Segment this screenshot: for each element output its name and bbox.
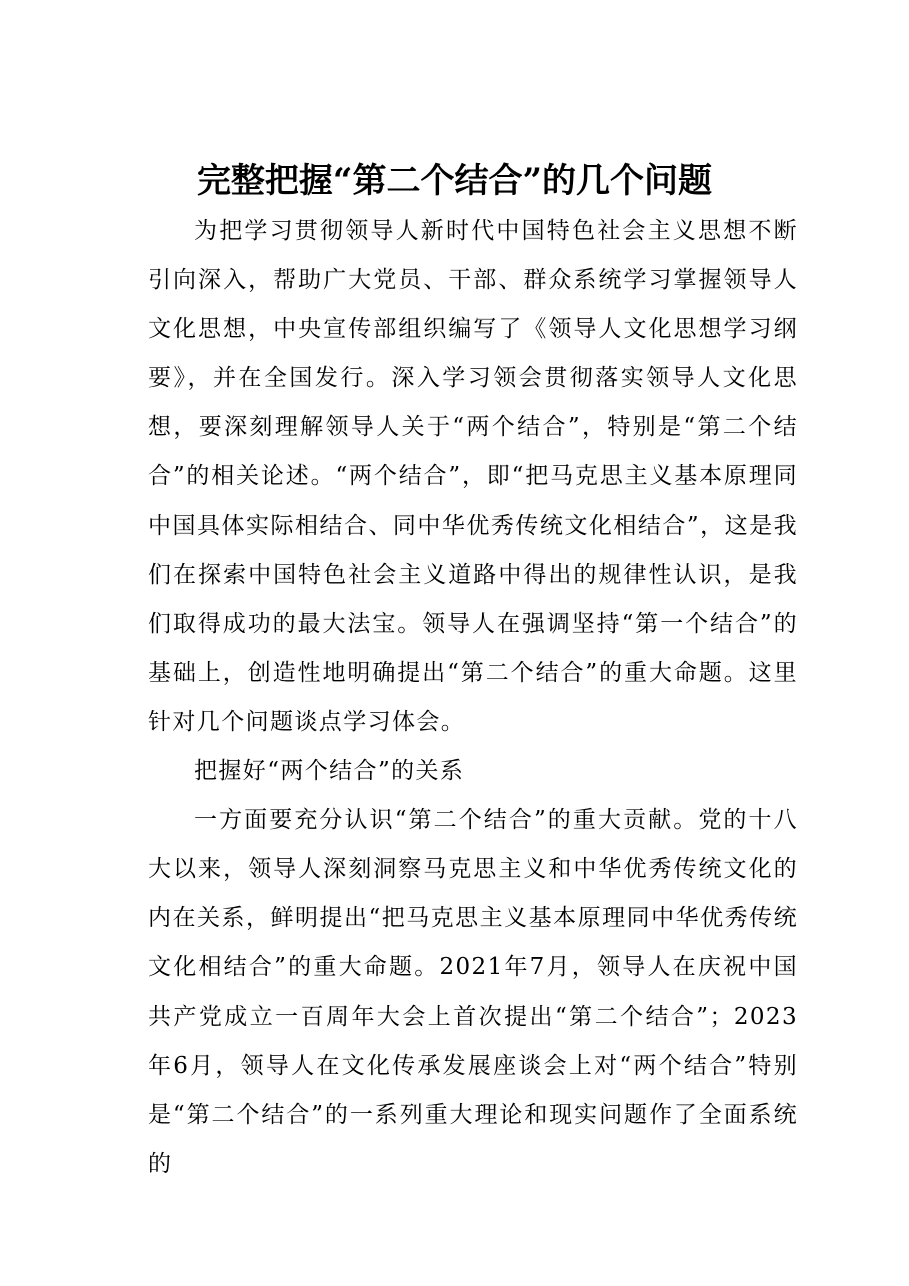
document-body [148, 207, 798, 1189]
intro-paragraph: 为把学习贯彻领导人新时代中国特色社会主义思想不断引向深入，帮助广大党员、干部、群众系统学习掌握领导人文化思想，中央宣传部组织编写了《领导人文化思想学习纲要》，并在全国发行。深入学习领会贯彻落实领导人文化思想，要深刻理解领导人关于“两个结合”，特别是“第二个结合”的相关论述。“两个结合”，即“把马克思主义基本原理同中国具体实际相结合、同中华优秀传统文化相结合”，这是我们在探索中国特色社会主义道路中得出的规律性认识，是我们取得成功的最大法宝。领导人在强调坚持“第一个结合”的基础上，创造性地明确提出“第二个结合”的重大命题。这里针对几个问题谈点学习体会。 [148, 218, 798, 735]
document-title: 完整把握“第二个结合”的几个问题 [196, 161, 713, 201]
section-paragraph: 一方面要充分认识“第二个结合”的重大贡献。党的十八大以来，领导人深刻洞察马克思主义和中华优秀传统文化的内在关系，鲜明提出“把马克思主义基本原理同中华优秀传统文化相结合”的重大命题。2021年7月，领导人在庆祝中国共产党成立一百周年大会上首次提出“第二个结合”；2023年6月，领导人在文化传承发展座谈会上对“两个结合”特别是“第二个结合”的一系列重大理论和现实问题作了全面系统的 [148, 807, 798, 1177]
section-heading: 把握好“两个结合”的关系 [194, 758, 465, 785]
